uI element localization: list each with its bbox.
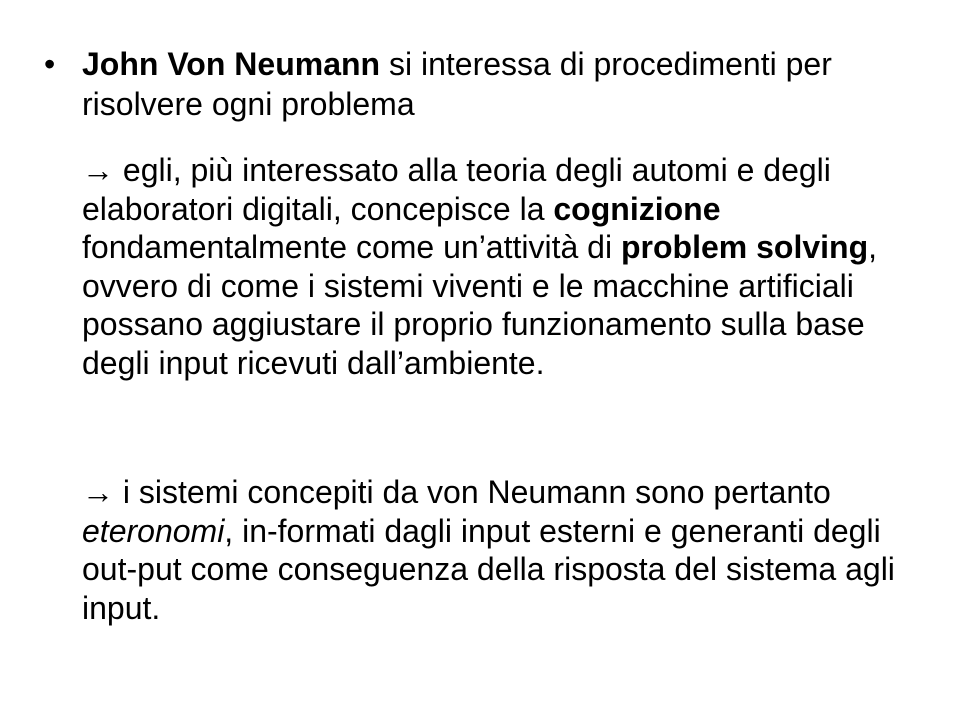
bullet-text xyxy=(82,44,914,124)
arrow-icon: → xyxy=(82,152,114,188)
paragraph-heteronomous-text-b: , in-formati dagli input esterni e generanti degli out-put come conseguenza della risposta del sistema agli input. xyxy=(82,512,895,626)
paragraph-heteronomous xyxy=(82,473,912,627)
paragraph-automata xyxy=(82,151,912,382)
bullet-body: si interessa di procedimenti per risolvere ogni problema xyxy=(82,46,832,122)
bullet-item xyxy=(44,44,914,124)
bullet-name: John Von Neumann xyxy=(82,46,381,82)
term-problem-solving: problem solving xyxy=(620,229,869,265)
paragraph-automata-text-b: fondamentalmente come un’attività di xyxy=(82,229,621,265)
paragraph-automata-text-c: , ovvero di come i sistemi viventi e le macchine artificiali possano aggiustare il proprio funzionamento sulla base degli input ricevuti dall’ambiente. xyxy=(82,229,877,381)
term-heteronomous: eteronomi xyxy=(82,512,225,549)
arrow-icon: → xyxy=(82,474,114,510)
term-cognition: cognizione xyxy=(553,190,721,227)
paragraph-automata-text-a: egli, più interessato alla teoria degli automi e degli elaboratori digitali, concepisce la xyxy=(82,152,831,227)
bullet-dot-icon: • xyxy=(44,46,56,82)
paragraph-heteronomous-text-a: i sistemi concepiti da von Neumann sono pertanto xyxy=(114,474,831,510)
